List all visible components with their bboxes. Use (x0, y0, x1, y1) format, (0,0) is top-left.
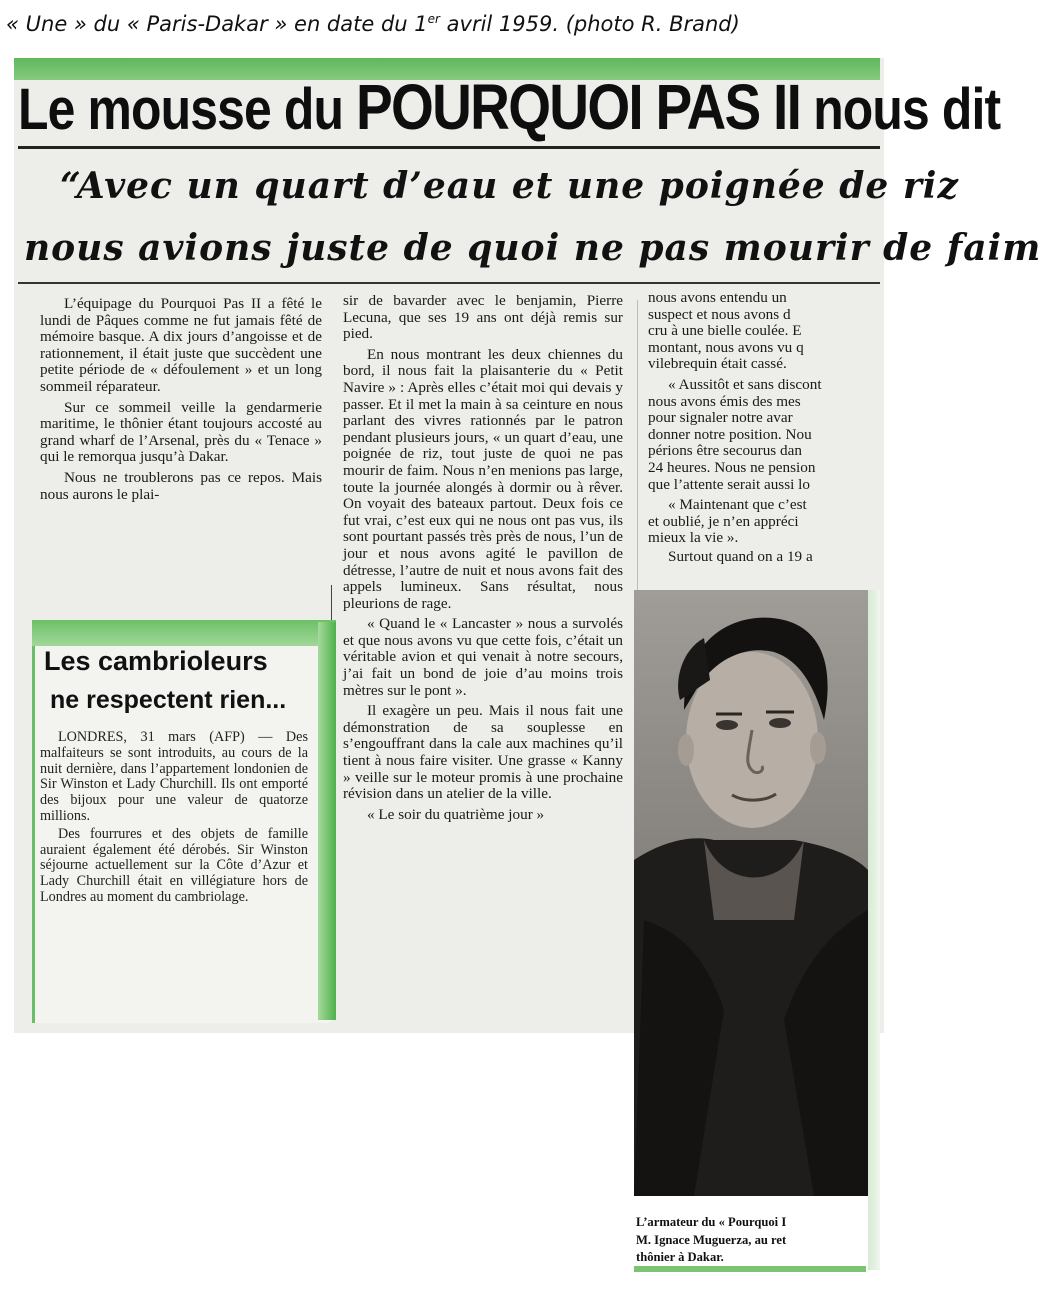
col1-paragraph: Nous ne troublerons pas ce repos. Mais nous aurons le plai- (40, 468, 322, 503)
photo-caption (636, 1214, 868, 1270)
col1-paragraph: L’équipage du Pourquoi Pas II a fêté le lundi de Pâques comme ne fut jamais fêté de mémoire basque. A dix jours d’angoisse et de rationnement, il était juste que succèdent une petite période de « défoulement » et un long sommeil réparateur. (40, 295, 322, 395)
col3-line: nous avons entendu un (648, 289, 787, 306)
col2-paragraph: « Le soir du quatrième jour » (367, 805, 545, 823)
column-divider (331, 585, 332, 625)
col2-paragraph: sir de bavarder avec le benjamin, Pierre Lecuna, que ses 19 ans ont déjà remis sur pied. (343, 292, 623, 343)
col3-line: vilebrequin était cassé. (648, 355, 787, 373)
box-paragraph: LONDRES, 31 mars (AFP) — Des malfaiteurs se sont introduits, au cours de la nuit dernière, dans l’appartement londonien de Sir Winston et Lady Churchill. Ils ont emporté des bijoux pour une valeur de quatorze millions. (40, 729, 308, 824)
col3-line: « Aussitôt et sans discont (668, 375, 822, 393)
column-divider (637, 300, 638, 590)
col3-line: montant, nous avons vu q (648, 338, 804, 356)
col3-line: périons être secourus dan (648, 442, 802, 460)
subhead-line1: “Avec un quart d’eau et une poignée de riz (60, 165, 959, 207)
subhead-rule (18, 282, 880, 284)
photo-caption-line: thônier à Dakar. (636, 1250, 724, 1264)
article-column-2 (343, 293, 623, 827)
caption-green-band (634, 1266, 866, 1272)
col3-line: pour signaler notre avar (648, 409, 793, 427)
article-column-3 (648, 290, 880, 575)
col3-line: donner notre position. Nou (648, 425, 812, 443)
article-column-1 (40, 296, 322, 507)
caption-prefix: « Une » du « Paris-Dakar » en date du 1 (6, 12, 428, 36)
col3-line: « Maintenant que c’est (668, 496, 807, 514)
col2-paragraph: Il exagère un peu. Mais il nous fait une démonstration de sa souplesse en s’engouffrant dans la cale aux machines qu’il tient à nous faire visiter. Une grasse « Kanny » veille sur le moteur promis à une prochaine révision dans un atelier de la ville. (343, 702, 623, 803)
box-body (40, 730, 308, 908)
photo-caption-line: L’armateur du « Pourquoi I (636, 1215, 787, 1229)
box-paragraph: Des fourrures et des objets de famille auraient également été dérobés. Sir Winston séjourne actuellement sur la Côte d’Azur et Lady Churchill était en villégiature hors de Londres au moment du cambriolage. (40, 825, 308, 905)
caption-sup: er (427, 12, 440, 26)
col3-line: Surtout quand on a 19 a (668, 547, 813, 565)
headline-part3: nous dit (800, 77, 1001, 142)
subhead-line2: nous avions juste de quoi ne pas mourir de faim (24, 227, 1041, 269)
col3-line: nous avons émis des mes (648, 392, 801, 410)
portrait-figure (634, 590, 868, 1196)
box-green-edge (318, 622, 336, 1020)
headline (18, 66, 1001, 148)
col3-line: 24 heures. Nous ne pension (648, 458, 816, 476)
photo-caption-line: M. Ignace Muguerza, au ret (636, 1232, 787, 1247)
col3-line: et oublié, je n’en appréci (648, 512, 799, 530)
photo-edge-band (868, 590, 880, 1270)
photo-caption-top (6, 2, 896, 36)
box-title-line2: ne respectent rien... (50, 686, 287, 714)
headline-rule (18, 146, 880, 149)
headline-part1: Le mousse du (18, 77, 357, 142)
col3-line: cru à une bielle coulée. E (648, 322, 802, 340)
col2-paragraph: « Quand le « Lancaster » nous a survolés et que nous avons vu que cette fois, c’était un véritable avion et qui venait à notre secours, j’ai fait un bond de joie d’au moins trois mètres sur le pont ». (343, 615, 623, 699)
col3-line: suspect et nous avons d (648, 305, 791, 323)
box-title-line1: Les cambrioleurs (44, 646, 268, 676)
caption-suffix: avril 1959. (photo R. Brand) (439, 12, 740, 36)
headline-part2: POURQUOI PAS II (356, 71, 801, 143)
col1-paragraph: Sur ce sommeil veille la gendarmerie maritime, le thônier étant toujours accosté au grand wharf de l’Arsenal, près du « Tenace » qui le remorqua jusqu’à Dakar. (40, 398, 322, 466)
col3-line: mieux la vie ». (648, 529, 739, 547)
portrait-photo (634, 590, 868, 1196)
col3-line: que l’attente serait aussi lo (648, 475, 810, 493)
col2-paragraph: En nous montrant les deux chiennes du bord, il nous fait la plaisanterie du « Petit Navire » : Après elles c’était moi qui devais y passer. Et il met la main à sa ceinture en nous parlant des vivres rationnés par le patron pendant plusieurs jours, « un quart d’eau, une poignée de riz, tout juste de quoi ne pas mourir de faim. Nous n’en menions pas large, toute la journée alongés à dormir ou à rêver. On voyait des bateaux partout. Deux fois ce fut vrai, c’est eux qui ne nous ont pas vus, ils sont pourtant passés très près de nous, l’un de jour et nous avons agité le pavillon de détresse, l’autre de nuit et nous avons fait des appels lumineux. Sans résultat, nous pleurions de rage. (343, 345, 623, 612)
